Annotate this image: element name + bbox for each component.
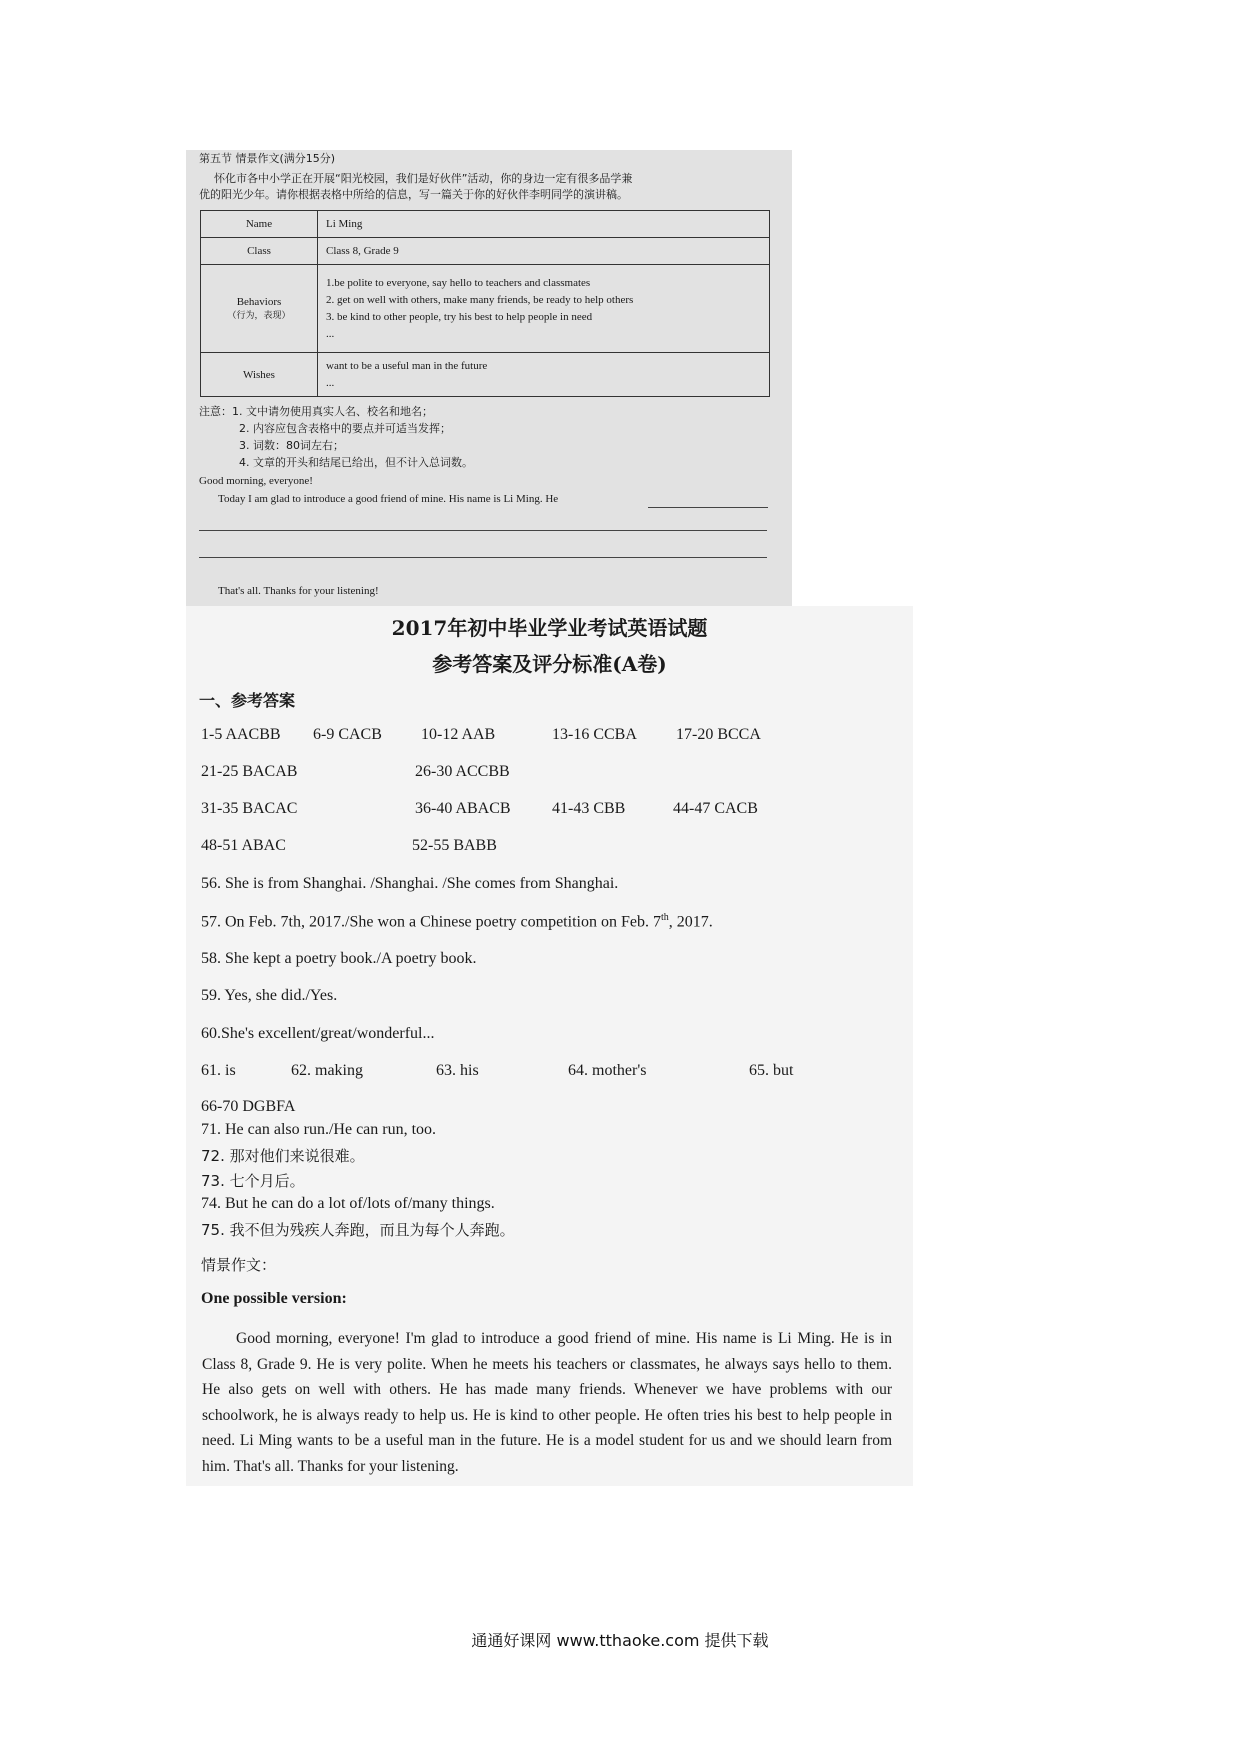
behaviors-key-cell (201, 265, 318, 353)
answer-line: 58. She kept a poetry book./A poetry book. (201, 950, 477, 967)
behavior-item: 1.be polite to everyone, say hello to teachers and classmates (326, 276, 591, 289)
behavior-item: 2. get on well with others, make many friends, be ready to help others (326, 293, 634, 306)
behavior-item: 3. be kind to other people, try his best to help people in need (326, 310, 593, 323)
end-line: That's all. Thanks for your listening! (218, 585, 379, 597)
essay-label: 情景作文： (201, 1256, 277, 1274)
class-key: Class (201, 238, 318, 265)
note-line: 3. 词数：80词左右； (239, 439, 344, 452)
note-line: 4. 文章的开头和结尾已给出，但不计入总词数。 (239, 456, 473, 469)
behaviors-key: Behaviors (236, 296, 282, 308)
answer-subtitle: 参考答案及评分标准(A卷) (432, 652, 667, 676)
name-key: Name (201, 211, 318, 238)
section-heading: 一、参考答案 (199, 691, 296, 710)
answer-line: 73. 七个月后。 (201, 1172, 305, 1190)
answer-item: 65. but (749, 1062, 794, 1079)
answer-item: 48-51 ABAC (201, 837, 286, 854)
wish-item: want to be a useful man in the future (326, 359, 488, 372)
start-line: Today I am glad to introduce a good friend of mine. His name is Li Ming. He (218, 493, 559, 505)
answer-title: 2017年初中毕业学业考试英语试题 (391, 616, 708, 640)
answer-text: 57. On Feb. 7th, 2017./She won a Chinese poetry competition on Feb. 7 (201, 913, 661, 931)
answer-line: 56. She is from Shanghai. /Shanghai. /She comes from Shanghai. (201, 875, 619, 892)
answer-item: 17-20 BCCA (676, 726, 761, 743)
answer-line: 59. Yes, she did./Yes. (201, 987, 338, 1004)
answer-item: 13-16 CCBA (552, 726, 637, 743)
answer-item: 62. making (291, 1062, 363, 1079)
answer-line: 71. He can also run./He can run, too. (201, 1121, 437, 1138)
wish-item: ... (326, 376, 335, 389)
answer-item: 26-30 ACCBB (415, 763, 510, 780)
answer-line: 66-70 DGBFA (201, 1098, 296, 1115)
model-essay (202, 1326, 892, 1479)
task-heading: 第五节 情景作文(满分15分) (199, 152, 336, 165)
answer-line (201, 912, 713, 931)
behaviors-subkey: （行为，表现） (227, 311, 291, 321)
name-value: Li Ming (318, 211, 770, 238)
answer-item: 10-12 AAB (421, 726, 496, 743)
answer-item: 63. his (436, 1062, 479, 1079)
answer-superscript: th (660, 912, 669, 923)
answer-line (648, 507, 768, 508)
answer-item: 6-9 CACB (313, 726, 382, 743)
answer-line (199, 530, 767, 531)
answer-item: 31-35 BACAC (201, 800, 298, 817)
answer-line: 72. 那对他们来说很难。 (201, 1147, 365, 1165)
behavior-item: ... (326, 327, 335, 340)
class-value: Class 8, Grade 9 (318, 238, 770, 265)
wishes-list (318, 353, 770, 397)
greeting-line: Good morning, everyone! (199, 475, 313, 487)
answer-item: 36-40 ABACB (415, 800, 511, 817)
answer-item: 44-47 CACB (673, 800, 758, 817)
answer-line: 60.She's excellent/great/wonderful... (201, 1025, 435, 1042)
footer-credit: 通通好课网 www.tthaoke.com 提供下载 (471, 1631, 769, 1650)
note-line: 2. 内容应包含表格中的要点并可适当发挥； (239, 422, 451, 435)
answer-line (199, 557, 767, 558)
answer-text: , 2017. (668, 913, 713, 931)
answer-item: 21-25 BACAB (201, 763, 298, 780)
answer-line: 74. But he can do a lot of/lots of/many things. (201, 1195, 495, 1212)
answer-item: 1-5 AACBB (201, 726, 281, 743)
answer-item: 61. is (201, 1062, 236, 1079)
behaviors-list (318, 265, 770, 353)
task-intro-line1: 怀化市各中小学正在开展“阳光校园，我们是好伙伴”活动，你的身边一定有很多品学兼 (214, 172, 633, 185)
model-essay-text: Good morning, everyone! I'm glad to introduce a good friend of mine. His name is Li Ming. He is in Class 8, Grade 9. He is very polite. When he meets his teachers or classmates, he always says hello to them. He also gets on well with others. He has made many friends. Whenever we have problems with our schoolwork, he is always ready to help us. He is kind to other people. He often tries his best to help people in need. Li Ming wants to be a useful man in the future. He is a model student for us and we should learn from him. That's all. Thanks for your listening. (202, 1330, 892, 1475)
answer-item: 41-43 CBB (552, 800, 626, 817)
answer-item: 64. mother's (568, 1062, 647, 1079)
task-intro-line2: 优的阳光少年。请你根据表格中所给的信息，写一篇关于你的好伙伴李明同学的演讲稿。 (199, 188, 628, 201)
version-label: One possible version: (201, 1290, 347, 1307)
info-table (200, 210, 770, 397)
note-line: 注意：1. 文中请勿使用真实人名、校名和地名； (199, 405, 433, 418)
answer-item: 52-55 BABB (412, 837, 497, 854)
answer-line: 75. 我不但为残疾人奔跑，而且为每个人奔跑。 (201, 1221, 515, 1239)
wishes-key: Wishes (201, 353, 318, 397)
